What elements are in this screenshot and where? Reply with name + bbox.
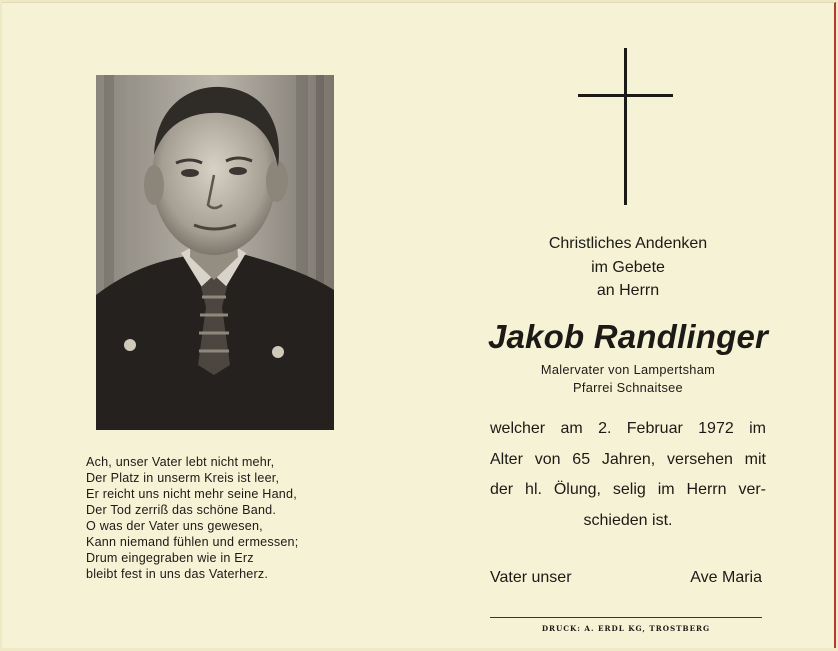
deceased-name: Jakob Randlinger [487, 318, 769, 355]
greeting-line: Christliches Andenken [548, 235, 708, 252]
memorial-poem [86, 454, 356, 582]
deceased-subtitle [478, 361, 778, 397]
poem-line: Er reicht uns nicht mehr seine Hand, [86, 487, 297, 501]
notice-line: schieden ist. [583, 511, 673, 529]
prayer-vater-unser: Vater unser [490, 569, 572, 586]
poem-line: Kann niemand fühlen und ermessen; [86, 535, 299, 549]
poem-line: Drum eingegraben wie in Erz [86, 551, 254, 565]
poem-line: Ach, unser Vater lebt nicht mehr, [86, 455, 275, 469]
greeting [478, 232, 778, 303]
poem-line: Der Tod zerriß das schöne Band. [86, 503, 277, 517]
cross-icon [578, 48, 676, 213]
poem-line: O was der Vater uns gewesen, [86, 519, 263, 533]
printer-credit: DRUCK: A. ERDL KG, TROSTBERG [541, 624, 711, 633]
greeting-line: an Herrn [596, 282, 660, 299]
poem-line: bleibt fest in uns das Vaterherz. [86, 567, 269, 581]
divider [490, 617, 762, 618]
prayer-ave-maria: Ave Maria [690, 569, 762, 586]
death-notice-text [490, 414, 766, 536]
subtitle-line: Malervater von Lampertsham [540, 362, 716, 377]
poem-line: Der Platz in unserm Kreis ist leer, [86, 471, 280, 485]
notice-line: welcher am 2. Februar 1972 im [490, 420, 766, 437]
memorial-card [2, 2, 836, 648]
greeting-line: im Gebete [591, 258, 665, 276]
notice-line: der hl. Ölung, selig im Herrn ver- [490, 481, 766, 498]
subtitle-line: Pfarrei Schnaitsee [573, 380, 683, 395]
portrait-photo [96, 75, 334, 430]
notice-line: Alter von 65 Jahren, versehen mit [490, 450, 766, 468]
